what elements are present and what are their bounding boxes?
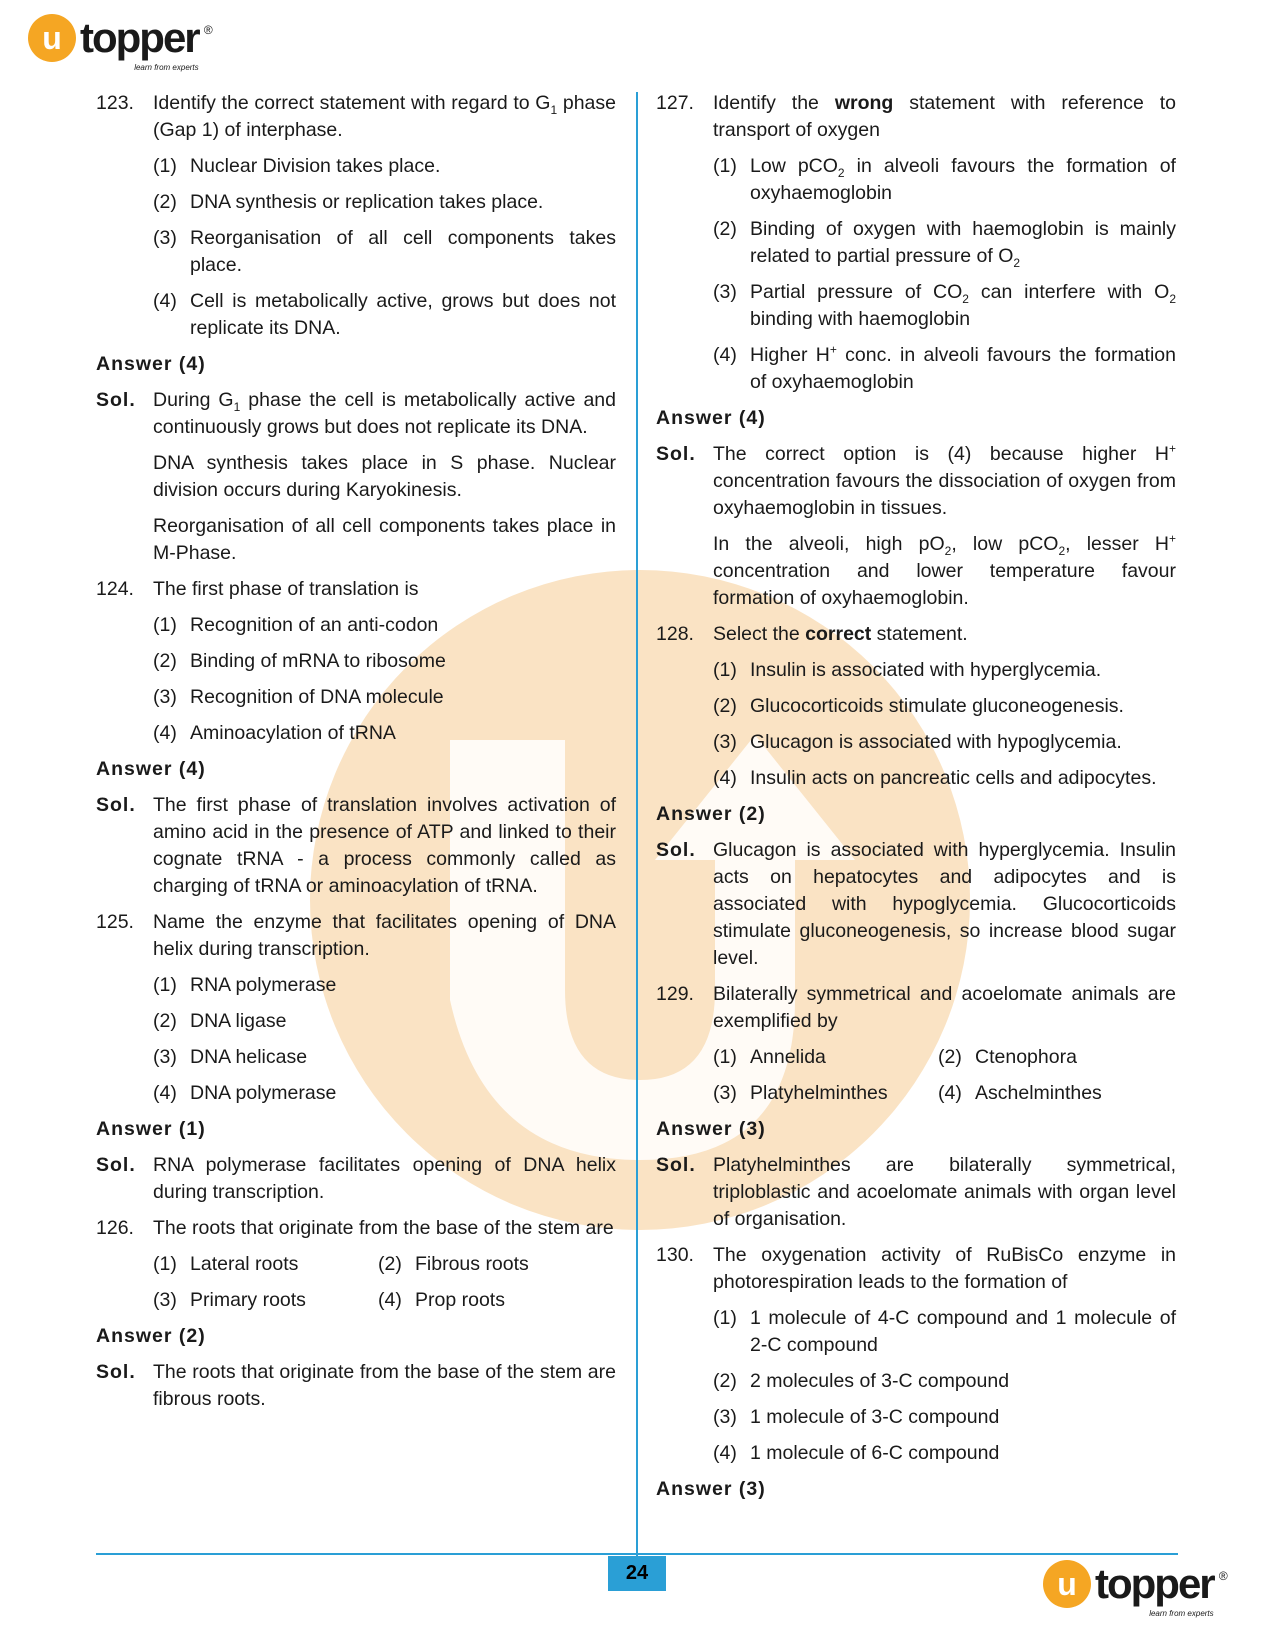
logo-tagline: learn from experts — [1149, 1609, 1214, 1618]
answer: Answer (4) — [656, 407, 766, 429]
option-row — [713, 1080, 1176, 1107]
topper-logo — [28, 14, 213, 72]
option-4: (4) Prop roots — [378, 1289, 505, 1311]
logo-mark-icon: u — [1043, 1560, 1091, 1608]
option-3: (3) Primary roots — [153, 1289, 306, 1311]
question-126: 126. The roots that originate from the base of the stem are — [96, 1217, 614, 1239]
topper-logo-footer — [1043, 1560, 1228, 1618]
option-1: (1) Lateral roots — [153, 1253, 299, 1275]
question-text: Identify the correct statement with regard to $G_1$ phase (Gap 1) of interphase. — [153, 92, 616, 141]
logo-tagline: learn from experts — [134, 63, 199, 72]
solution: Sol. The correct option is (4) because higher H+ concentration favours the dissociation of oxygen from oxyhaemoglobin in tissues. — [656, 441, 1176, 519]
question-130: 130. The oxygenation activity of RuBisCo enzyme in photorespiration leads to the formation of — [656, 1244, 1176, 1293]
option-3: (3) Partial pressure of $CO_2$ can interfere with $O_2$ binding with haemoglobin — [713, 281, 1177, 330]
page-number: 24 — [608, 1556, 666, 1591]
option-1: (1) Low pCO$_2$ in alveoli favours the formation of oxyhaemoglobin — [713, 155, 1176, 204]
right-column — [656, 90, 1176, 1503]
logo-wordmark — [80, 14, 213, 72]
logo-registered: ® — [203, 23, 213, 37]
logo-registered: ® — [1218, 1569, 1228, 1583]
option-4: (4) Higher H+ conc. in alveoli favours the formation of oxyhaemoglobin — [713, 342, 1176, 393]
option-2: (2) Binding of mRNA to ribosome — [153, 650, 446, 672]
option-3: (3) DNA helicase — [153, 1046, 308, 1068]
question-128: 128. Select the correct statement. — [656, 623, 968, 645]
question-125: 125. Name the enzyme that facilitates opening of DNA helix during transcription. — [96, 911, 616, 960]
question-123 — [96, 90, 616, 144]
option-4: (4) Insulin acts on pancreatic cells and adipocytes. — [713, 767, 1157, 789]
option-3: (3) Glucagon is associated with hypoglycemia. — [713, 731, 1122, 753]
question-124: 124. The first phase of translation is — [96, 578, 419, 600]
option-2: (2) Ctenophora — [938, 1046, 1077, 1068]
option-1: (1) RNA polymerase — [153, 974, 337, 996]
answer: Answer (4) — [96, 758, 206, 780]
left-column — [96, 90, 616, 1413]
solution: Sol. Glucagon is associated with hyperglycemia. Insulin acts on hepatocytes and adipocytes and is associated with hypoglycemia. Glucocorticoids stimulate gluconeogenesis, so increase blood sugar level. — [656, 839, 1176, 969]
solution-paragraph: DNA synthesis takes place in S phase. Nuclear division occurs during Karyokinesis. — [153, 452, 616, 501]
option-1: (1) Insulin is associated with hyperglycemia. — [713, 659, 1102, 681]
option-1: (1) 1 molecule of 4-C compound and 1 molecule of 2-C compound — [713, 1307, 1176, 1356]
solution: Sol. RNA polymerase facilitates opening of DNA helix during transcription. — [96, 1154, 616, 1203]
question-number: 123. — [96, 92, 134, 114]
solution-paragraph: In the alveoli, high $pO_2$, low pCO$_2$, lesser H+ concentration and lower temperature favour formation of oxyhaemoglobin. — [713, 531, 1177, 609]
option-3: (3) Recognition of DNA molecule — [153, 686, 444, 708]
option-3: (3) 1 molecule of 3-C compound — [713, 1406, 1000, 1428]
option-1: (1) Annelida — [713, 1046, 826, 1068]
option-2: (2) Glucocorticoids stimulate gluconeogenesis. — [713, 695, 1124, 717]
solution: Sol. The first phase of translation involves activation of amino acid in the presence of ATP and linked to their cognate tRNA - a process commonly called as charging of tRNA or aminoacylation of tRNA. — [96, 794, 616, 897]
option-row — [153, 1287, 616, 1314]
option-2: (2) Binding of oxygen with haemoglobin is mainly related to partial pressure of $O_2$ — [713, 218, 1176, 270]
option-4: (4) Aminoacylation of tRNA — [153, 722, 396, 744]
logo-wordmark — [1095, 1560, 1228, 1618]
answer: Answer (4) — [96, 353, 206, 375]
option-row — [153, 1251, 616, 1278]
answer: Answer (3) — [656, 1478, 766, 1500]
answer: Answer (1) — [96, 1118, 206, 1140]
option-4: (4) DNA polymerase — [153, 1082, 337, 1104]
logo-word: topper — [1095, 1560, 1214, 1607]
column-divider — [636, 92, 638, 1582]
option-row — [713, 1044, 1176, 1071]
answer: Answer (2) — [656, 803, 766, 825]
question-129: 129. Bilaterally symmetrical and acoelomate animals are exemplified by — [656, 983, 1176, 1032]
answer: Answer (3) — [656, 1118, 766, 1140]
solution-paragraph: Reorganisation of all cell components takes place in M-Phase. — [153, 515, 616, 564]
option-3: (3) Platyhelminthes — [713, 1082, 888, 1104]
solution: Sol. The roots that originate from the base of the stem are fibrous roots. — [96, 1361, 616, 1410]
question-127: 127. Identify the wrong statement with reference to transport of oxygen — [656, 92, 1176, 141]
option-2: (2) Fibrous roots — [378, 1253, 529, 1275]
option-4: (4) Aschelminthes — [938, 1082, 1102, 1104]
option-1: (1) Recognition of an anti-codon — [153, 614, 439, 636]
option-1: (1) Nuclear Division takes place. — [153, 155, 441, 177]
option-2: (2) 2 molecules of 3-C compound — [713, 1370, 1010, 1392]
answer: Answer (2) — [96, 1325, 206, 1347]
solution: Sol. Platyhelminthes are bilaterally symmetrical, triploblastic and acoelomate animals with organ level of organisation. — [656, 1154, 1176, 1230]
logo-word: topper — [80, 14, 199, 61]
logo-mark-icon: u — [28, 14, 76, 62]
option-4: (4) Cell is metabolically active, grows but does not replicate its DNA. — [153, 290, 616, 339]
option-4: (4) 1 molecule of 6-C compound — [713, 1442, 1000, 1464]
option-2: (2) DNA ligase — [153, 1010, 287, 1032]
option-2: (2) DNA synthesis or replication takes place. — [153, 191, 544, 213]
option-3: (3) Reorganisation of all cell components takes place. — [153, 227, 616, 276]
solution: Sol. During $G_1$ phase the cell is metabolically active and continuously grows but does not replicate its DNA. — [96, 389, 616, 438]
